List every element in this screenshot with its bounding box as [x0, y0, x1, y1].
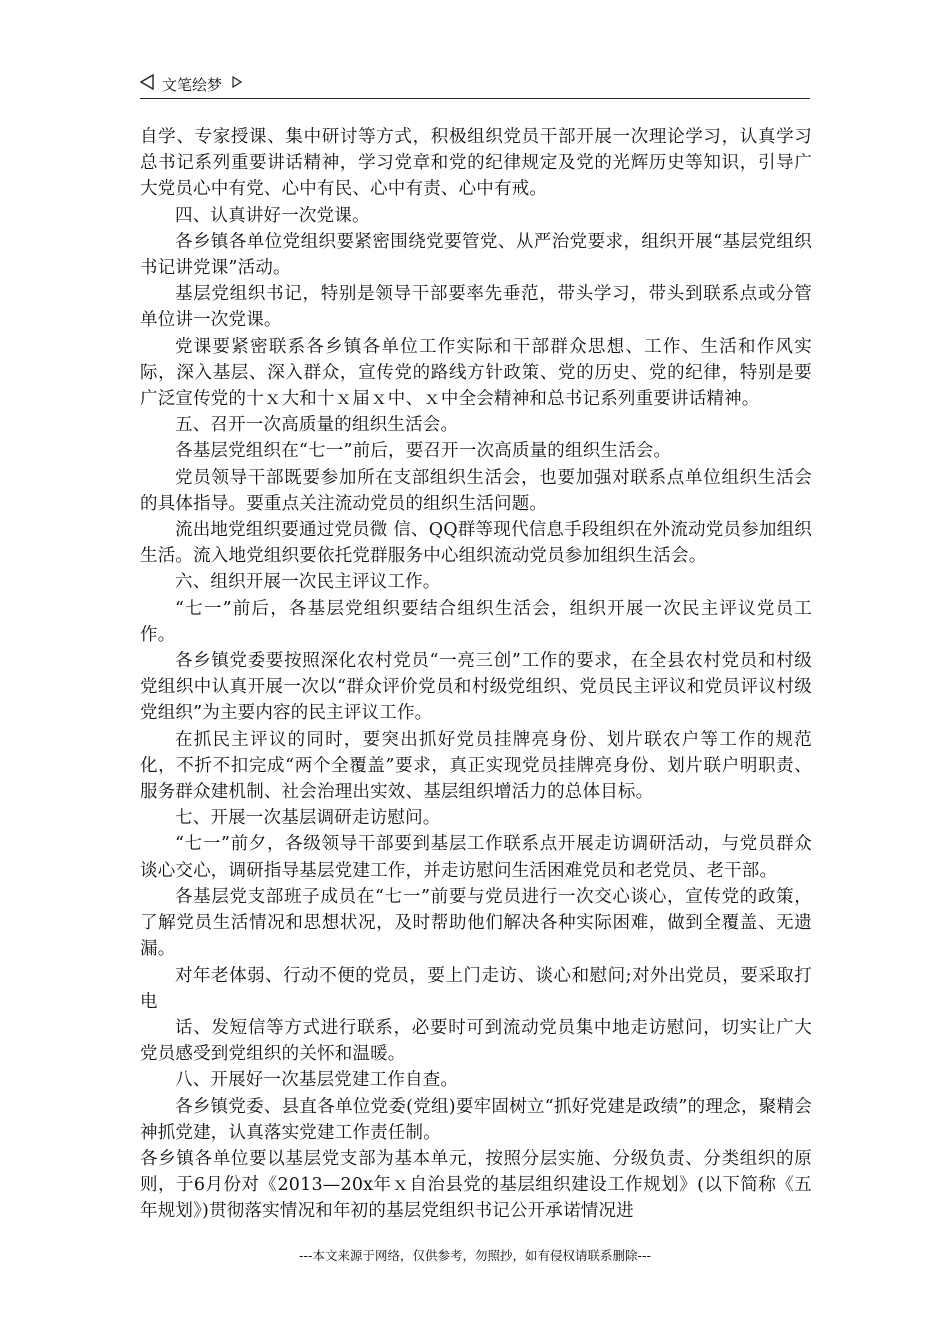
- triangle-left-icon: [140, 74, 154, 90]
- paragraph: 各乡镇各单位要以基层党支部为基本单元，按照分层实施、分级负责、分类组织的原则，于6月份对《2013—20x年ｘ自治县党的基层组织建设工作规划》(以下简称《五年规划》)贯彻落实情况和年初的基层党组织书记公开承诺情况进: [140, 1148, 812, 1222]
- paragraph: “七一”前夕，各级领导干部要到基层工作联系点开展走访调研活动，与党员群众谈心交心，调研指导基层党建工作，并走访慰问生活困难党员和老党员、老干部。: [140, 834, 812, 881]
- paragraph: 话、发短信等方式进行联系，必要时可到流动党员集中地走访慰问，切实让广大党员感受到党组织的关怀和温暖。: [140, 1017, 812, 1065]
- paragraph: 八、开展好一次基层党建工作自查。: [175, 1070, 459, 1091]
- paragraph: 六、组织开展一次民主评议工作。: [175, 572, 441, 593]
- paragraph: 在抓民主评议的同时，要突出抓好党员挂牌亮身份、划片联农户等工作的规范化，不折不扣完成“两个全覆盖”要求，真正实现党员挂牌亮身份、划片联户明职责、服务群众建机制、社会治理出实效、基层组织增活力的总体目标。: [140, 729, 812, 803]
- header-brand: 文笔绘梦: [162, 76, 223, 94]
- paragraph: “七一”前后，各基层党组织要结合组织生活会，组织开展一次民主评议党员工作。: [140, 598, 812, 645]
- triangle-right-icon: [232, 76, 242, 88]
- paragraph: 对年老体弱、行动不便的党员，要上门走访、谈心和慰问;对外出党员，要采取打电: [140, 965, 812, 1012]
- paragraph: 七、开展一次基层调研走访慰问。: [175, 808, 441, 829]
- paragraph: 各基层党支部班子成员在“七一”前要与党员进行一次交心谈心，宣传党的政策，了解党员生活情况和思想状况，及时帮助他们解决各种实际困难，做到全覆盖、无遗漏。: [140, 886, 812, 960]
- paragraph: 流出地党组织要通过党员微 信、QQ群等现代信息手段组织在外流动党员参加组织生活。流入地党组织要依托党群服务中心组织流动党员参加组织生活会。: [140, 520, 812, 567]
- paragraph: 各基层党组织在“七一”前后，要召开一次高质量的组织生活会。: [175, 441, 672, 462]
- paragraph: 党课要紧密联系各乡镇各单位工作实际和干部群众思想、工作、生活和作风实际，深入基层、深入群众，宣传党的路线方针政策、党的历史、党的纪律，特别是要广泛宣传党的十ｘ大和十ｘ届ｘ中、ｘ中全会精神和总书记系列重要讲话精神。: [140, 336, 812, 410]
- paragraph: 各乡镇党委要按照深化农村党员“一亮三创”工作的要求，在全县农村党员和村级党组织中认真开展一次以“群众评价党员和村级党组织、党员民主评议和党员评议村级党组织”为主要内容的民主评议工作。: [140, 651, 812, 724]
- paragraph: 五、召开一次高质量的组织生活会。: [175, 415, 459, 436]
- paragraph: 基层党组织书记，特别是领导干部要率先垂范，带头学习，带头到联系点或分管单位讲一次党课。: [140, 284, 812, 331]
- paragraph: 四、认真讲好一次党课。: [175, 205, 370, 226]
- paragraph: 党员领导干部既要参加所在支部组织生活会，也要加强对联系点单位组织生活会的具体指导。要重点关注流动党员的组织生活问题。: [140, 467, 812, 514]
- page-header: [140, 70, 810, 99]
- paragraph: 各乡镇党委、县直各单位党委(党组)要牢固树立“抓好党建是政绩”的理念，聚精会神抓党建，认真落实党建工作责任制。: [140, 1096, 812, 1143]
- document-body: [140, 124, 812, 1225]
- paragraph: 自学、专家授课、集中研讨等方式，积极组织党员干部开展一次理论学习，认真学习总书记系列重要讲话精神，学习党章和党的纪律规定及党的光辉历史等知识，引导广大党员心中有党、心中有民、心中有责、心中有戒。: [140, 127, 812, 200]
- page-footer: ---本文来源于网络，仅供参考，勿照抄，如有侵权请联系删除---: [298, 1248, 652, 1263]
- paragraph: 各乡镇各单位党组织要紧密围绕党要管党、从严治党要求，组织开展“基层党组织书记讲党课”活动。: [140, 231, 812, 279]
